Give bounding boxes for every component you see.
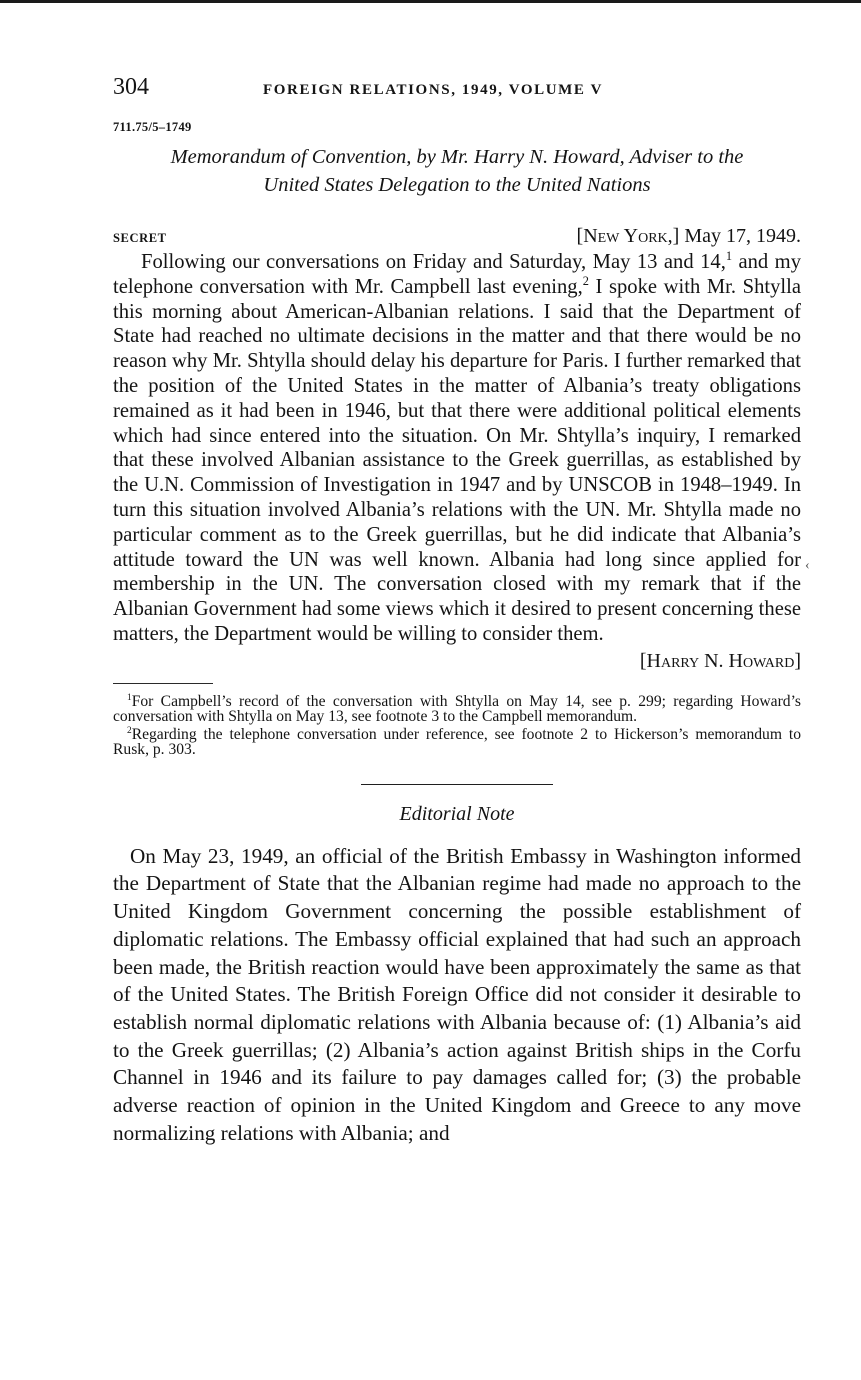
document-title-line-2: United States Delegation to the United Nations xyxy=(263,174,651,196)
margin-mark: ‹ xyxy=(805,558,810,573)
running-head xyxy=(113,74,801,108)
memorandum-text-part-1: Following our conversations on Friday and Saturday, May 13 and 14, xyxy=(141,251,726,273)
footnote-divider xyxy=(113,683,213,684)
document-title-line-1: Memorandum of Convention, by Mr. Harry N. Howard, Adviser to the xyxy=(170,146,744,168)
footnotes xyxy=(113,694,801,758)
footnote-2 xyxy=(113,727,801,758)
section-divider xyxy=(361,784,553,785)
page xyxy=(113,74,801,1147)
editorial-note-title: Editorial Note xyxy=(399,802,515,825)
place-and-date: [New York,] May 17, 1949. xyxy=(576,225,801,247)
date: May 17, 1949. xyxy=(684,225,801,247)
signature-name: Harry N. Howard xyxy=(646,649,795,672)
footnote-ref-2[interactable]: 2 xyxy=(582,273,589,288)
signature: [Harry N. Howard] xyxy=(639,649,801,672)
dateline xyxy=(113,225,801,248)
place: New York, xyxy=(583,225,673,247)
file-number: 711.75/5–1749 xyxy=(113,120,192,134)
top-page-edge xyxy=(0,0,861,3)
document-title xyxy=(113,143,801,199)
footnote-marker-1: 1 xyxy=(127,692,132,703)
memorandum-body xyxy=(113,250,801,647)
page-number: 304 xyxy=(113,74,149,100)
footnote-1 xyxy=(113,694,801,725)
footnote-text-1: For Campbell’s record of the conversation with Shtylla on May 14, see p. 299; regarding Howard’s conversation with Shtylla on May 13, see footnote 3 to the Campbell memorandum. xyxy=(113,692,801,726)
footnote-marker-2: 2 xyxy=(127,725,132,736)
editorial-note-body: On May 23, 1949, an official of the British Embassy in Washington informed the Department of State that the Albanian regime had made no approach to the United Kingdom Government concerning the possible establishment of diplomatic relations. The Embassy official explained that had such an approach been made, the British reaction would have been approximately the same as that of the United States. The British Foreign Office did not consider it desirable to establish normal diplomatic relations with Albania because of: (1) Albania’s aid to the Greek guerrillas; (2) Albania’s action against British ships in the Corfu Channel in 1946 and its failure to pay damages called for; (3) the probable adverse reaction of opinion in the United Kingdom and Greece to any move normalizing relations with Albania; and xyxy=(113,843,801,1145)
classification-label: SECRET xyxy=(113,231,167,245)
footnote-ref-1[interactable]: 1 xyxy=(725,249,733,264)
memorandum-text-part-2: and my telephone conversation with Mr. Campbell last evening, xyxy=(113,251,801,298)
memorandum-text-part-3: I spoke with Mr. Shtylla this morning about American-Albanian relations. I said that the Department of State had reached no ultimate decisions in the matter and that there would be no reason why Mr. Shtylla should delay his departure for Paris. I further remarked that the position of the United States in the matter of Albania’s treaty obligations remained as it had been in 1946, but that there were additional political elements which had since entered into the situation. On Mr. Shtylla’s inquiry, I remarked that these involved Albanian assistance to the Greek guerrillas, as established by the U.N. Commission of Investigation in 1947 and by UNSCOB in 1948–1949. In turn this situation involved Albania’s relations with the UN. Mr. Shtylla made no particular comment as to the Greek guerrillas, but he did indicate that Albania’s attitude toward the UN was well known. Albania had long since applied for membership in the UN. The conversation closed with my remark that if the Albanian Government had some views which it desired to present concerning these matters, the Department would be willing to consider them. xyxy=(113,275,801,645)
running-head-title: FOREIGN RELATIONS, 1949, VOLUME V xyxy=(263,82,604,98)
footnote-text-2: Regarding the telephone conversation under reference, see footnote 2 to Hickerson’s memorandum to Rusk, p. 303. xyxy=(113,725,801,759)
